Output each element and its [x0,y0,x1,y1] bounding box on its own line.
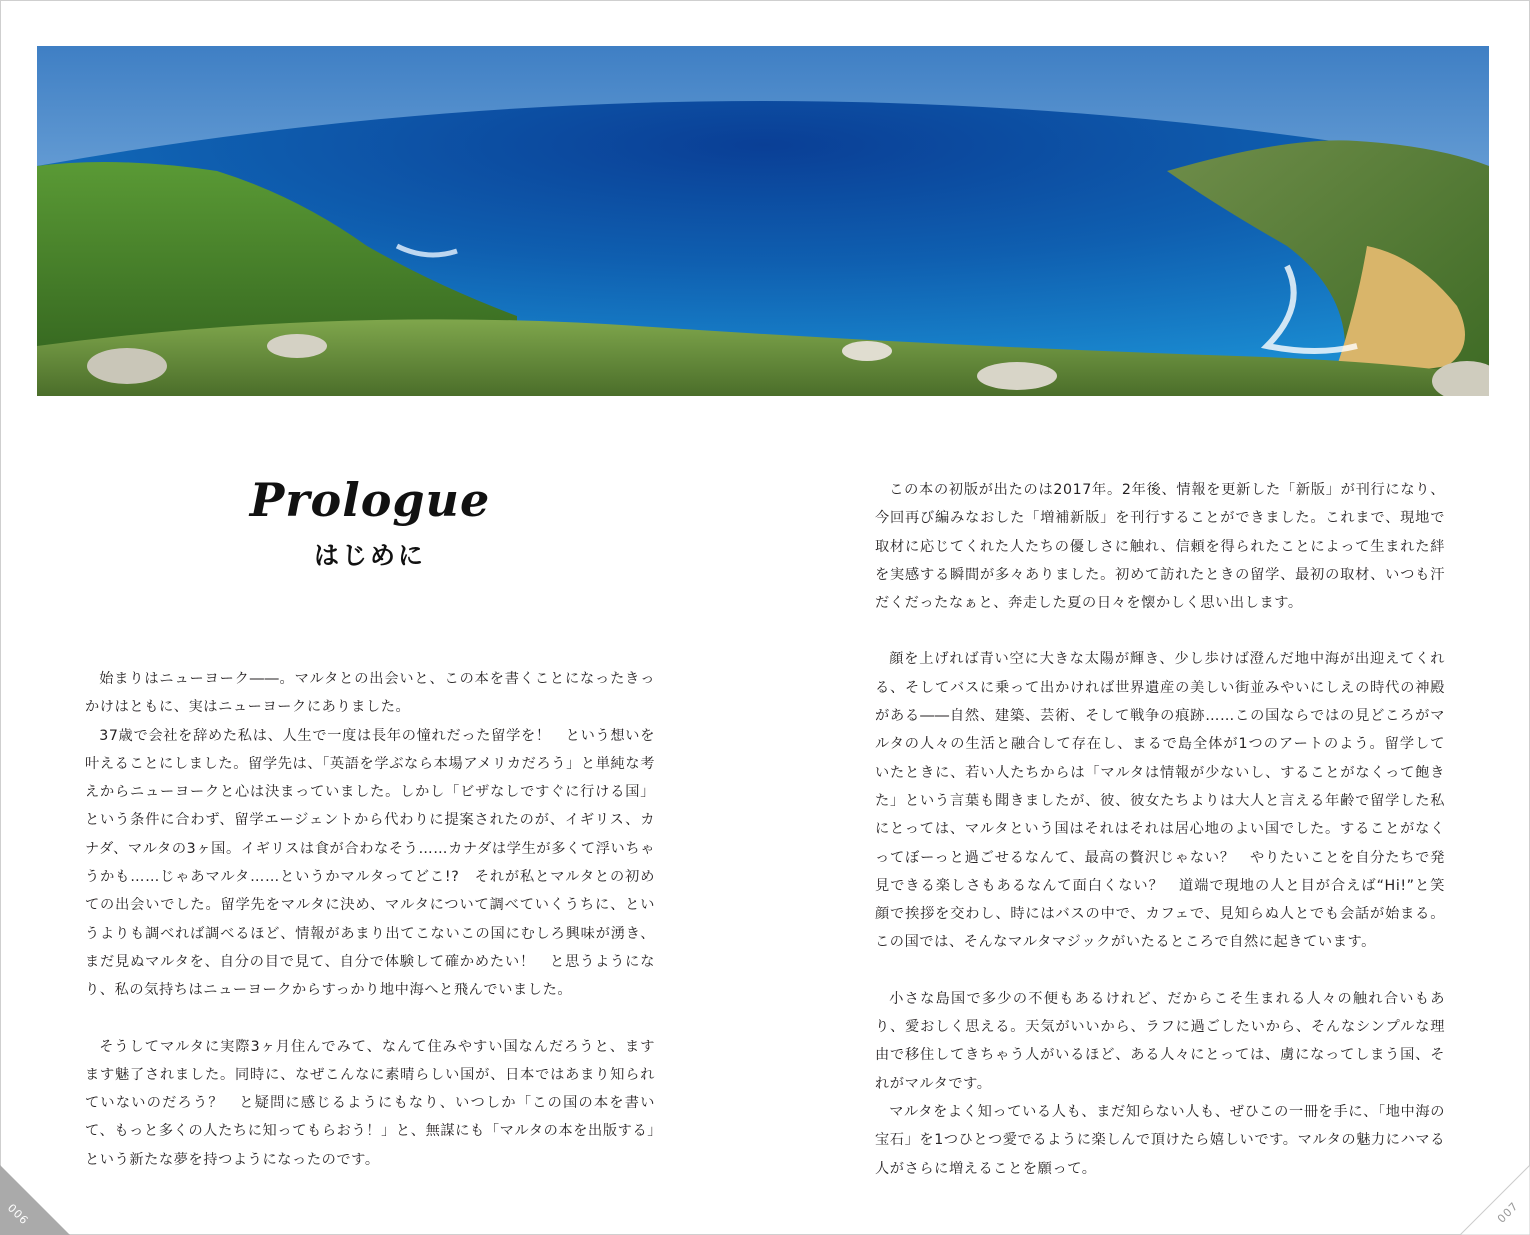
paragraph: 顔を上げれば青い空に大きな太陽が輝き、少し歩けば澄んだ地中海が出迎えてくれる、そしてバスに乗って出かければ世界遺産の美しい街並みやいにしえの時代の神殿がある――自然、建築、芸術、そして戦争の痕跡……この国ならではの見どころがマルタの人々の生活と融合して存在し、まるで島全体が1つのアートのよう。留学していたときに、若い人たちからは「マルタは情報が少ないし、することがなくって飽きた」という言葉も聞きましたが、彼、彼女たちよりは大人と言える年齢で留学した私にとっては、マルタという国はそれはそれは居心地のよい国でした。することがなくってぼーっと過ごせるなんて、最高の贅沢じゃない？ やりたいことを自分たちで発見できる楽しさもあるなんて面白くない？ 道端で現地の人と目が合えば“Hi!”と笑顔で挨拶を交わし、時にはバスの中で、カフェで、見知らぬ人とでも会話が始まる。この国では、そんなマルタマジックがいたるところで自然に起きています。 [875,651,1445,951]
paragraph: そうしてマルタに実際3ヶ月住んでみて、なんて住みやすい国なんだろうと、ますます魅了されました。同時に、なぜこんなに素晴らしい国が、日本ではあまり知られていないのだろう？ と疑問に感じるようにもなり、いつしか「この国の本を書いて、もっと多くの人たちに知ってもらおう！」と、無謀にも「マルタの本を出版する」という新たな夢を持つようになったのです。 [85,1038,655,1168]
page-number-left: 006 [4,1201,32,1228]
paragraph: 始まりはニューヨーク――。マルタとの出会いと、この本を書くことになったきっかけはともに、実はニューヨークにありました。 [85,671,655,716]
corner-triangle-right [1460,1165,1530,1235]
bay-panorama-image [37,46,1489,396]
right-text-column [875,476,1445,1183]
corner-triangle-left [0,1165,70,1235]
title-japanese: はじめに [313,541,426,570]
paragraph: 37歳で会社を辞めた私は、人生で一度は長年の憧れだった留学を！ という想いを叶えることにしました。留学先は、「英語を学ぶなら本場アメリカだろう」と単純な考えからニューヨークと心は決まっていました。しかし「ビザなしですぐに行ける国」という条件に合わず、留学エージェントから代わりに提案されたのが、イギリス、カナダ、マルタの3ヶ国。イギリスは食が合わなそう……カナダは学生が多くて浮いちゃうかも……じゃあマルタ……というかマルタってどこ!? それが私とマルタとの初めての出会いでした。留学先をマルタに決め、マルタについて調べていくうちに、というよりも調べれば調べるほど、情報があまり出てこないこの国にむしろ興味が湧き、まだ見ぬマルタを、自分の目で見て、自分で体験して確かめたい！ と思うようになり、私の気持ちはニューヨークからすっかり地中海へと飛んでいました。 [85,727,655,999]
title-block [200,470,540,572]
left-page-corner [0,1165,70,1235]
paragraph: マルタをよく知っている人も、まだ知らない人も、ぜひこの一冊を手に、「地中海の宝石」を1つひとつ愛でるように楽しんで頂けたら嬉しいです。マルタの魅力にハマる人がさらに増えることを願って。 [875,1103,1445,1177]
paragraph: この本の初版が出たのは2017年。2年後、情報を更新した「新版」が刊行になり、今回再び編みなおした「増補新版」を刊行することができました。これまで、現地で取材に応じてくれた人たちの優しさに触れ、信頼を得られたことによって生まれた絆を実感する瞬間が多々ありました。初めて訪れたときの留学、最初の取材、いつも汗だくだったなぁと、奔走した夏の日々を懐かしく思い出します。 [875,482,1445,612]
title-english: Prologue [249,473,491,527]
bay-panorama-photo [37,46,1489,396]
right-page-corner [1460,1165,1530,1235]
page-number-right: 007 [1494,1199,1522,1226]
left-text-column [85,665,655,1174]
paragraph: 小さな島国で多少の不便もあるけれど、だからこそ生まれる人々の触れ合いもあり、愛おしく思える。天気がいいから、ラフに過ごしたいから、そんなシンプルな理由で移住してきちゃう人がいるほど、ある人々にとっては、虜になってしまう国、それがマルタです。 [875,990,1445,1092]
